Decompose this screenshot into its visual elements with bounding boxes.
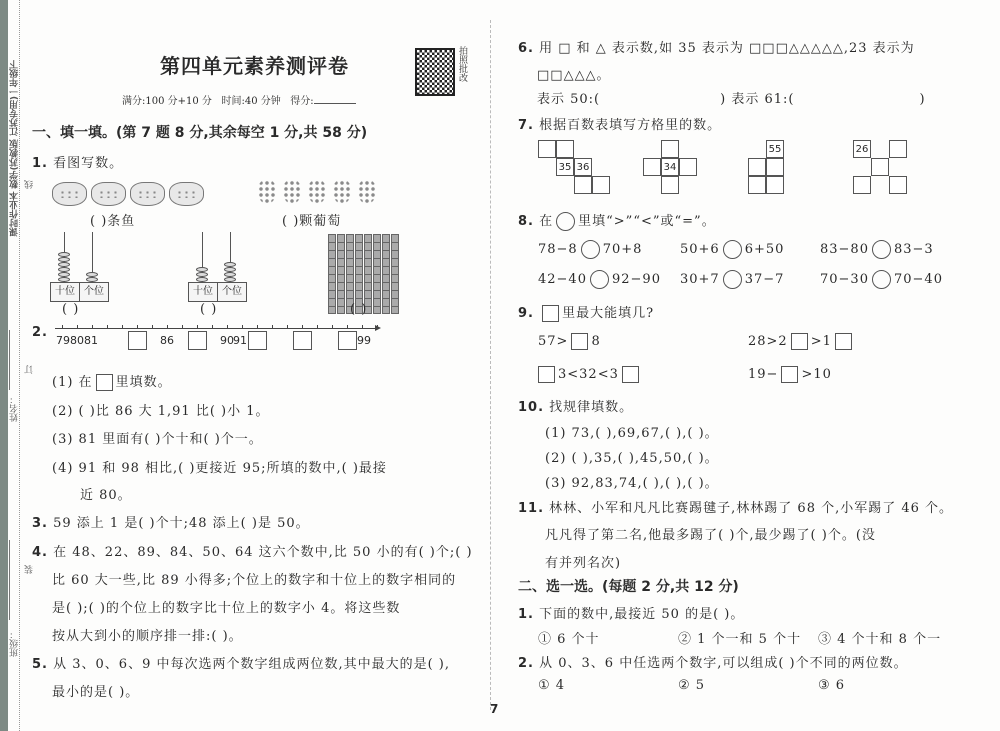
grape-bunch-icon xyxy=(333,180,351,204)
number-line-tick xyxy=(107,325,108,329)
compare-circle[interactable] xyxy=(581,240,600,259)
number-line-tick xyxy=(122,325,123,329)
q9c-box-1[interactable] xyxy=(538,366,555,383)
column-divider xyxy=(490,20,491,710)
ten-stick xyxy=(382,234,390,314)
number-line-tick xyxy=(272,325,273,329)
compare-item xyxy=(820,240,934,259)
compare-right: 70+8 xyxy=(602,242,643,257)
grape-bunch-icon xyxy=(258,180,276,204)
number-line-tick xyxy=(257,325,258,329)
circle-icon xyxy=(556,212,575,231)
grid-cell-blank[interactable] xyxy=(871,158,889,176)
class-label: 班级： xyxy=(10,630,20,657)
q6-line-1: 用 □ 和 △ 表示数,如 35 表示为 □□□△△△△△,23 表示为 xyxy=(539,41,915,56)
grid-cell-blank[interactable] xyxy=(889,140,907,158)
compare-circle[interactable] xyxy=(872,270,891,289)
nl-79: 79 xyxy=(56,334,70,347)
q7-number: 7. xyxy=(518,118,534,133)
score-field[interactable] xyxy=(314,103,356,104)
ten-stick xyxy=(373,234,381,314)
number-line-tick xyxy=(377,325,378,329)
compare-right: 70−40 xyxy=(893,272,943,287)
exam-info xyxy=(122,92,356,107)
number-line-tick xyxy=(152,325,153,329)
page-number: 7 xyxy=(490,702,499,716)
s2-q2-option-2[interactable]: ② 5 xyxy=(678,678,706,693)
compare-circle[interactable] xyxy=(590,270,609,289)
fish-bowl-icon xyxy=(169,182,204,206)
q5-line-1[interactable]: 从 3、0、6、9 中每次选两个数字组成两位数,其中最大的是( ), xyxy=(53,657,451,672)
compare-item xyxy=(680,240,784,259)
abacus-bead xyxy=(224,262,236,267)
grid-cell-blank[interactable] xyxy=(679,158,697,176)
nl-box-84[interactable] xyxy=(128,331,147,350)
grid-cell-blank[interactable] xyxy=(661,176,679,194)
s2-q2-text[interactable]: 从 0、3、6 中任选两个数字,可以组成( )个不同的两位数。 xyxy=(539,656,908,671)
nl-box-98[interactable] xyxy=(338,331,357,350)
number-line-tick xyxy=(227,325,228,329)
compare-item xyxy=(538,270,661,289)
abacus-bead xyxy=(86,272,98,277)
s2-q2-option-3[interactable]: ③ 6 xyxy=(818,678,846,693)
tens-place-label: 十位 xyxy=(50,282,80,302)
qr-code[interactable] xyxy=(415,48,455,96)
sticks-answer[interactable]: ( ) xyxy=(350,302,368,317)
ones-place-label: 个位 xyxy=(217,282,247,302)
grid-cell-blank[interactable] xyxy=(748,158,766,176)
compare-item xyxy=(820,270,943,289)
grape-bunch-icon xyxy=(308,180,326,204)
number-line-tick xyxy=(62,325,63,329)
number-line-tick xyxy=(197,325,198,329)
number-line-tick xyxy=(92,325,93,329)
answer-box-icon xyxy=(96,374,113,391)
q11-number: 11. xyxy=(518,501,545,516)
compare-right: 83−3 xyxy=(893,242,934,257)
ones-place-label: 个位 xyxy=(79,282,109,302)
compare-circle[interactable] xyxy=(723,240,742,259)
compare-item xyxy=(680,270,784,289)
q2-p4[interactable]: (4) 91 和 98 相比,( )更接近 95;所填的数中,( )最接 xyxy=(52,461,387,476)
q9d-left: 19− xyxy=(748,367,779,382)
abacus-bead xyxy=(196,267,208,272)
q9a-right: 8 xyxy=(591,334,601,349)
grid-cell-given: 35 xyxy=(556,158,574,176)
q11-line-1: 林林、小军和凡凡比赛踢毽子,林林踢了 68 个,小军踢了 46 个。 xyxy=(549,501,954,516)
q2-p3[interactable]: (3) 81 里面有( )个十和( )个一。 xyxy=(52,432,263,447)
grid-cell-blank[interactable] xyxy=(592,176,610,194)
score-label: 得分: xyxy=(290,96,314,107)
grid-cell-given: 26 xyxy=(853,140,871,158)
bind-char-pack: 装 xyxy=(25,565,35,574)
q4-line-2: 比 60 大一些,比 89 小得多;个位上的数字和十位上的数字相同的 xyxy=(52,573,457,588)
grid-cell-given: 36 xyxy=(574,158,592,176)
nl-91: 91 xyxy=(233,334,247,347)
q6-61-label: ) 表示 61:( xyxy=(720,92,795,107)
abacus-1-answer[interactable]: ( ) xyxy=(62,302,80,317)
number-line-tick xyxy=(167,325,168,329)
abacus-2 xyxy=(188,232,248,302)
s2-q1-option-1[interactable]: ① 6 个十 xyxy=(538,632,600,647)
s2-q1-option-3[interactable]: ③ 4 个十和 8 个一 xyxy=(818,632,942,647)
q9c-text: 3<32<3 xyxy=(558,367,619,382)
s2-q2-number: 2. xyxy=(518,656,534,671)
tens-place-label: 十位 xyxy=(188,282,218,302)
q10-p1[interactable]: (1) 73,( ),69,67,( ),( )。 xyxy=(545,426,719,441)
q2-p4-cont: 近 80。 xyxy=(80,488,132,503)
q9b-box-1[interactable] xyxy=(791,333,808,350)
q9c-box-2[interactable] xyxy=(622,366,639,383)
grid-cell-blank[interactable] xyxy=(766,158,784,176)
abacus-2-answer[interactable]: ( ) xyxy=(200,302,218,317)
q6-number: 6. xyxy=(518,41,534,56)
compare-item xyxy=(538,240,642,259)
name-field[interactable] xyxy=(9,330,10,390)
grape-bunch-icon xyxy=(358,180,376,204)
q9b-box-2[interactable] xyxy=(835,333,852,350)
grid-cell-blank[interactable] xyxy=(853,176,871,194)
fish-bowl-icon xyxy=(130,182,165,206)
grid-cell-blank[interactable] xyxy=(748,176,766,194)
fish-bowl-icon xyxy=(52,182,87,206)
number-line-tick xyxy=(137,325,138,329)
bind-char-line: 线 xyxy=(25,180,35,189)
nl-90: 90 xyxy=(220,334,234,347)
binding-strip xyxy=(0,0,8,731)
number-line xyxy=(55,328,377,329)
q9-text: 里最大能填几? xyxy=(562,306,655,321)
nl-box-95[interactable] xyxy=(293,331,312,350)
nl-box-92[interactable] xyxy=(248,331,267,350)
section-2-heading: 二、选一选。(每题 2 分,共 12 分) xyxy=(518,579,739,595)
grid-cell-blank[interactable] xyxy=(766,176,784,194)
compare-left: 78−8 xyxy=(538,242,578,257)
nl-80: 80 xyxy=(70,334,84,347)
q1-text: 看图写数。 xyxy=(53,156,124,171)
q4-line-4[interactable]: 按从大到小的顺序排一排:( )。 xyxy=(52,629,243,644)
abacus-bead xyxy=(58,257,70,262)
q9a-box[interactable] xyxy=(571,333,588,350)
grid-cell-blank[interactable] xyxy=(889,176,907,194)
s2-q1-text[interactable]: 下面的数中,最接近 50 的是( )。 xyxy=(539,607,745,622)
q11-line-3: 有并列名次) xyxy=(545,556,622,571)
compare-left: 30+7 xyxy=(680,272,720,287)
time-limit: 时间:40 分钟 xyxy=(221,96,281,107)
grid-cell-given: 55 xyxy=(766,140,784,158)
grape-answer[interactable]: ( )颗葡萄 xyxy=(282,214,342,229)
full-score: 满分:100 分+10 分 xyxy=(122,96,212,107)
q1-number: 1. xyxy=(32,156,48,171)
fish-bowls xyxy=(52,182,208,210)
q3-text[interactable]: 59 添上 1 是( )个十;48 添上( )是 50。 xyxy=(53,516,310,531)
compare-left: 83−80 xyxy=(820,242,869,257)
q2-p1-text-a: (1) 在 xyxy=(52,375,93,390)
compare-circle[interactable] xyxy=(872,240,891,259)
q8-text-b: 里填“>”“<”或“=”。 xyxy=(578,214,716,229)
abacus-bead xyxy=(196,272,208,277)
grid-cell-blank[interactable] xyxy=(538,140,556,158)
q9b-mid: >1 xyxy=(810,334,832,349)
fish-answer[interactable]: ( )条鱼 xyxy=(90,214,136,229)
number-line-tick xyxy=(182,325,183,329)
abacus-bead xyxy=(58,252,70,257)
q7-text: 根据百数表填写方格里的数。 xyxy=(539,118,722,133)
q6-close-paren: ) xyxy=(919,92,926,107)
abacus-bead xyxy=(224,272,236,277)
q4-number: 4. xyxy=(32,545,48,560)
abacus-bead xyxy=(58,272,70,277)
q8-number: 8. xyxy=(518,214,534,229)
grid-cell-blank[interactable] xyxy=(661,140,679,158)
name-label: 姓名： xyxy=(10,395,20,422)
class-field[interactable] xyxy=(9,540,10,620)
abacus-bead xyxy=(224,267,236,272)
q10-number: 10. xyxy=(518,400,545,415)
number-line-tick xyxy=(302,325,303,329)
compare-right: 6+50 xyxy=(744,242,785,257)
grape-bunch-icon xyxy=(283,180,301,204)
abacus-bead xyxy=(58,262,70,267)
qr-caption: 拍照批改 xyxy=(457,46,467,82)
bind-char-order: 订 xyxy=(25,365,35,374)
number-line-tick xyxy=(317,325,318,329)
ten-stick xyxy=(328,234,336,314)
s2-q1-number: 1. xyxy=(518,607,534,622)
q2-number: 2. xyxy=(32,325,48,340)
q4-line-1[interactable]: 在 48、22、89、84、50、64 这六个数中,比 50 小的有( )个;( ) xyxy=(53,545,473,560)
q4-line-3[interactable]: 是( );( )的个位上的数字比十位上的数字小 4。将这些数 xyxy=(52,601,401,616)
number-line-tick xyxy=(347,325,348,329)
s2-q2-option-1[interactable]: ① 4 xyxy=(538,678,566,693)
q3-number: 3. xyxy=(32,516,48,531)
nl-box-88[interactable] xyxy=(188,331,207,350)
ten-stick xyxy=(337,234,345,314)
q2-p2[interactable]: (2) ( )比 86 大 1,91 比( )小 1。 xyxy=(52,404,270,419)
answer-box-icon xyxy=(542,305,559,322)
number-line-tick xyxy=(242,325,243,329)
q6-50-label: 表示 50:( xyxy=(537,92,601,107)
grid-cell-blank[interactable] xyxy=(556,140,574,158)
nl-86: 86 xyxy=(160,334,174,347)
q5-line-2[interactable]: 最小的是( )。 xyxy=(52,685,140,700)
q10-p2[interactable]: (2) ( ),35,( ),45,50,( )。 xyxy=(545,451,719,466)
grid-cell-given: 34 xyxy=(661,158,679,176)
fish-bowl-icon xyxy=(91,182,126,206)
s2-q1-option-2[interactable]: ② 1 个一和 5 个十 xyxy=(678,632,802,647)
compare-right: 37−7 xyxy=(744,272,785,287)
q5-number: 5. xyxy=(32,657,48,672)
q9-number: 9. xyxy=(518,306,534,321)
q9d-right: >10 xyxy=(801,367,832,382)
q6-line-2: □□△△△。 xyxy=(537,68,611,83)
number-line-arrow-icon xyxy=(375,325,381,331)
page-title: 第四单元素养测评卷 xyxy=(160,54,349,78)
q10-text: 找规律填数。 xyxy=(549,400,634,415)
compare-circle[interactable] xyxy=(723,270,742,289)
number-line-tick xyxy=(77,325,78,329)
number-line-tick xyxy=(332,325,333,329)
section-1-heading: 一、填一填。(第 7 题 8 分,其余每空 1 分,共 58 分) xyxy=(32,125,368,141)
nl-81: 81 xyxy=(84,334,98,347)
compare-right: 92−90 xyxy=(611,272,661,287)
q2-p1-text-b: 里填数。 xyxy=(115,375,172,390)
ten-stick xyxy=(391,234,399,314)
grid-cell-blank[interactable] xyxy=(574,176,592,194)
abacus-1 xyxy=(50,232,110,302)
q10-p3[interactable]: (3) 92,83,74,( ),( ),( )。 xyxy=(545,476,719,491)
compare-left: 50+6 xyxy=(680,242,720,257)
q9b-left: 28>2 xyxy=(748,334,788,349)
number-line-tick xyxy=(212,325,213,329)
book-name: 课时作业本 数学(苏教版 江苏专用)一年级下 xyxy=(10,60,20,237)
number-line-tick xyxy=(287,325,288,329)
q9a-left: 57> xyxy=(538,334,569,349)
compare-left: 70−30 xyxy=(820,272,869,287)
nl-99: 99 xyxy=(357,334,371,347)
compare-left: 42−40 xyxy=(538,272,587,287)
q11-line-2[interactable]: 凡凡得了第二名,他最多踢了( )个,最少踢了( )个。(没 xyxy=(545,528,876,543)
number-line-tick xyxy=(362,325,363,329)
q9d-box[interactable] xyxy=(781,366,798,383)
grid-cell-blank[interactable] xyxy=(643,158,661,176)
q8-text-a: 在 xyxy=(539,214,554,229)
abacus-bead xyxy=(58,267,70,272)
grape-bunches xyxy=(258,180,383,208)
